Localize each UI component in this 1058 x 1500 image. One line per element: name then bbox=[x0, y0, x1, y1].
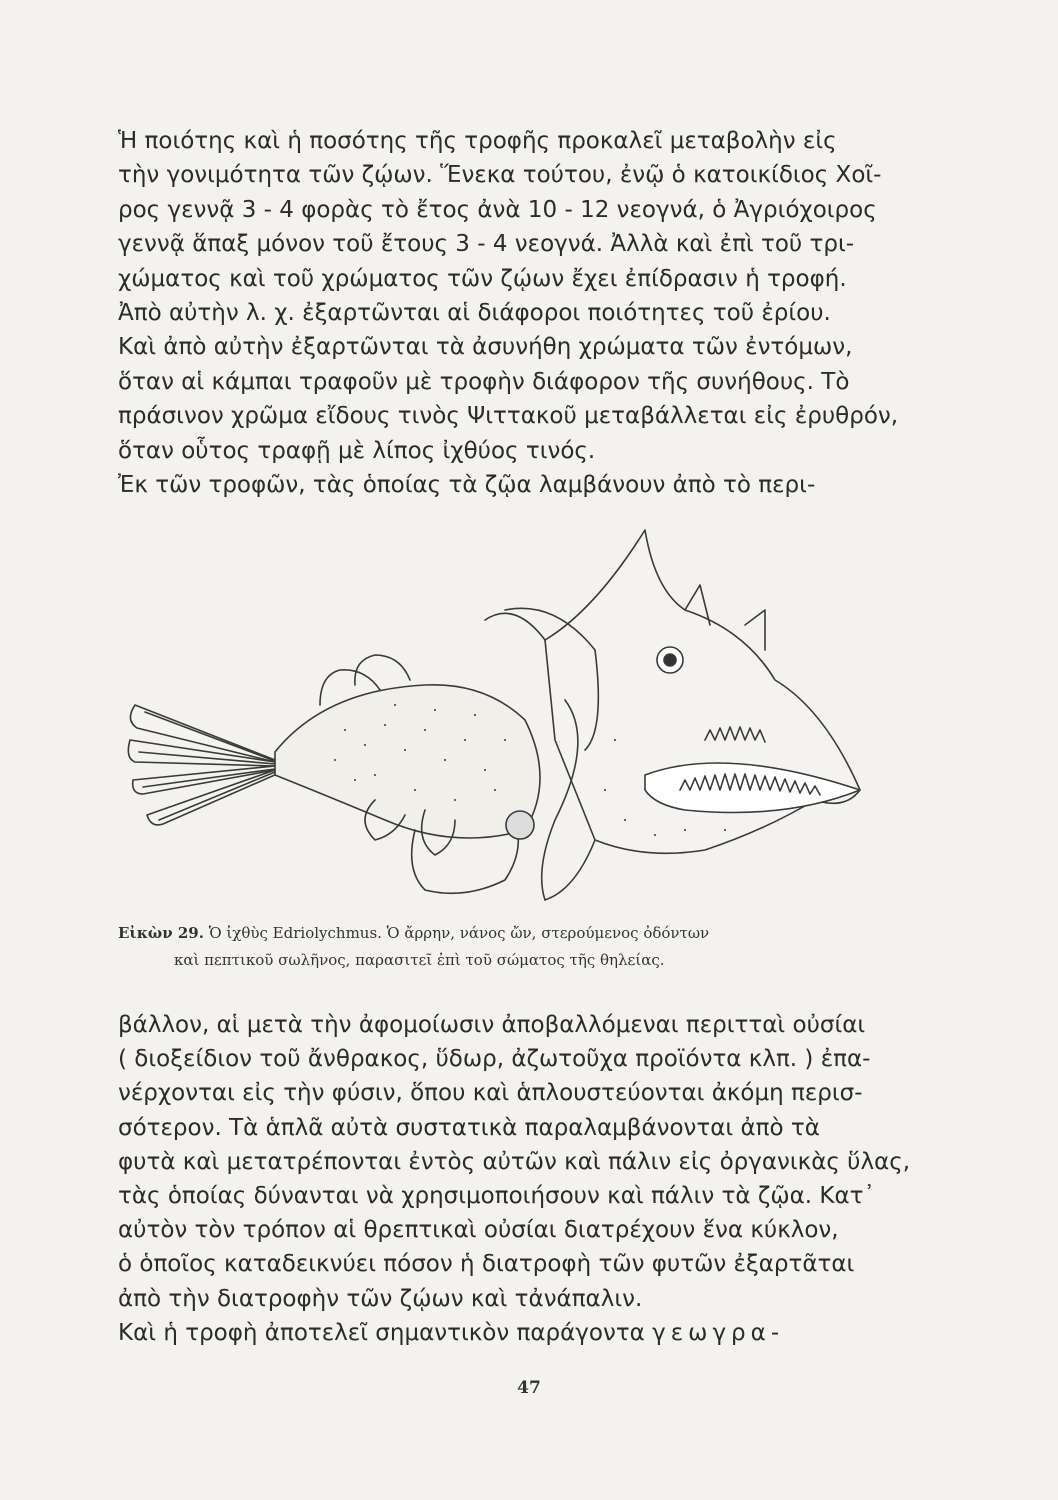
text-line: σότερον. Τὰ ἁπλᾶ αὐτὰ συστατικὰ παραλαμβάνονται ἀπὸ τὰ bbox=[118, 1114, 820, 1141]
paragraph-3 bbox=[118, 1316, 918, 1350]
text-line: φυτὰ καὶ μετατρέπονται ἐντὸς αὐτῶν καὶ πάλιν εἰς ὀργανικὰς ὕλας, bbox=[118, 1148, 911, 1175]
text-line: χώματος καὶ τοῦ χρώματος τῶν ζῴων ἔχει ἐπίδρασιν ἡ τροφή. bbox=[118, 265, 847, 292]
page-number: 47 bbox=[517, 1378, 541, 1398]
text-line: Ἐκ τῶν τροφῶν, τὰς ὁποίας τὰ ζῷα λαμβάνουν ἀπὸ τὸ περι- bbox=[118, 472, 816, 499]
text-line: ( διοξείδιον τοῦ ἄνθρακος, ὕδωρ, ἀζωτοῦχα προϊόντα κλπ. ) ἐπα- bbox=[118, 1046, 871, 1073]
text-line: αὐτὸν τὸν τρόπον αἱ θρεπτικαὶ οὐσίαι διατρέχουν ἕνα κύκλον, bbox=[118, 1217, 839, 1244]
paragraph-2-continued bbox=[118, 1008, 918, 1316]
text-line: τὰς ὁποίας δύνανται νὰ χρησιμοποιήσουν καὶ πάλιν τὰ ζῷα. Κατ᾿ bbox=[118, 1183, 875, 1210]
text-line: ὅταν αἱ κάμπαι τραφοῦν μὲ τροφὴν διάφορον τῆς συνήθους. Τὸ bbox=[118, 368, 850, 395]
text-line: Ἡ ποιότης καὶ ἡ ποσότης τῆς τροφῆς προκαλεῖ μεταβολὴν εἰς bbox=[118, 128, 837, 154]
text-line: βάλλον, αἱ μετὰ τὴν ἀφομοίωσιν ἀποβαλλόμεναι περιτταὶ οὐσίαι bbox=[118, 1012, 866, 1038]
figure-label: Εἰκὼν 29. bbox=[118, 924, 204, 942]
tail-fin bbox=[128, 705, 277, 825]
text-line: ἀπὸ τὴν διατροφὴν τῶν ζῴων καὶ τἀνάπαλιν. bbox=[118, 1285, 643, 1312]
text-line: ὁ ὁποῖος καταδεικνύει πόσον ἡ διατροφὴ τῶν φυτῶν ἐξαρτᾶται bbox=[118, 1251, 855, 1278]
figure-caption bbox=[118, 920, 918, 974]
bottom-text-block bbox=[118, 1008, 918, 1350]
text-line: νέρχονται εἰς τὴν φύσιν, ὅπου καὶ ἁπλουστεύονται ἀκόμη περισ- bbox=[118, 1080, 863, 1107]
last-line-spaced-word: γεωγρα- bbox=[652, 1319, 785, 1346]
paragraph-1 bbox=[118, 124, 918, 468]
anglerfish-illustration bbox=[125, 490, 865, 910]
caption-line-2: καὶ πεπτικοῦ σωλῆνος, παρασιτεῖ ἐπὶ τοῦ σώματος τῆς θηλείας. bbox=[174, 951, 665, 969]
text-line: ρος γεννᾷ 3 - 4 φορὰς τὸ ἔτος ἀνὰ 10 - 12 νεογνά, ὁ Ἀγριόχοιρος bbox=[118, 196, 877, 223]
text-line: γεννᾷ ἅπαξ μόνον τοῦ ἔτους 3 - 4 νεογνά. Ἀλλὰ καὶ ἐπὶ τοῦ τρι- bbox=[118, 231, 855, 258]
male-fish-body bbox=[275, 685, 540, 838]
last-line-text: Καὶ ἡ τροφὴ ἀποτελεῖ σημαντικὸν παράγοντα bbox=[118, 1319, 653, 1346]
text-line: Ἀπὸ αὐτὴν λ. χ. ἐξαρτῶνται αἱ διάφοροι ποιότητες τοῦ ἐρίου. bbox=[118, 300, 831, 327]
text-line: πράσινον χρῶμα εἴδους τινὸς Ψιττακοῦ μεταβάλλεται εἰς ἐρυθρόν, bbox=[118, 403, 899, 430]
text-line: Καὶ ἀπὸ αὐτὴν ἐξαρτῶνται τὰ ἀσυνήθη χρώματα τῶν ἐντόμων, bbox=[118, 334, 853, 361]
caption-line-1: Ὁ ἰχθὺς Edriolychmus. Ὁ ἄρρην, νάνος ὤν, στερούμενος ὀδόντων bbox=[208, 924, 710, 942]
top-text-block bbox=[118, 124, 918, 502]
text-line: τὴν γονιμότητα τῶν ζῴων. Ἕνεκα τούτου, ἐνῷ ὁ κατοικίδιος Χοῖ- bbox=[118, 162, 882, 189]
text-line: ὅταν οὗτος τραφῇ μὲ λίπος ἰχθύος τινός. bbox=[118, 437, 596, 464]
